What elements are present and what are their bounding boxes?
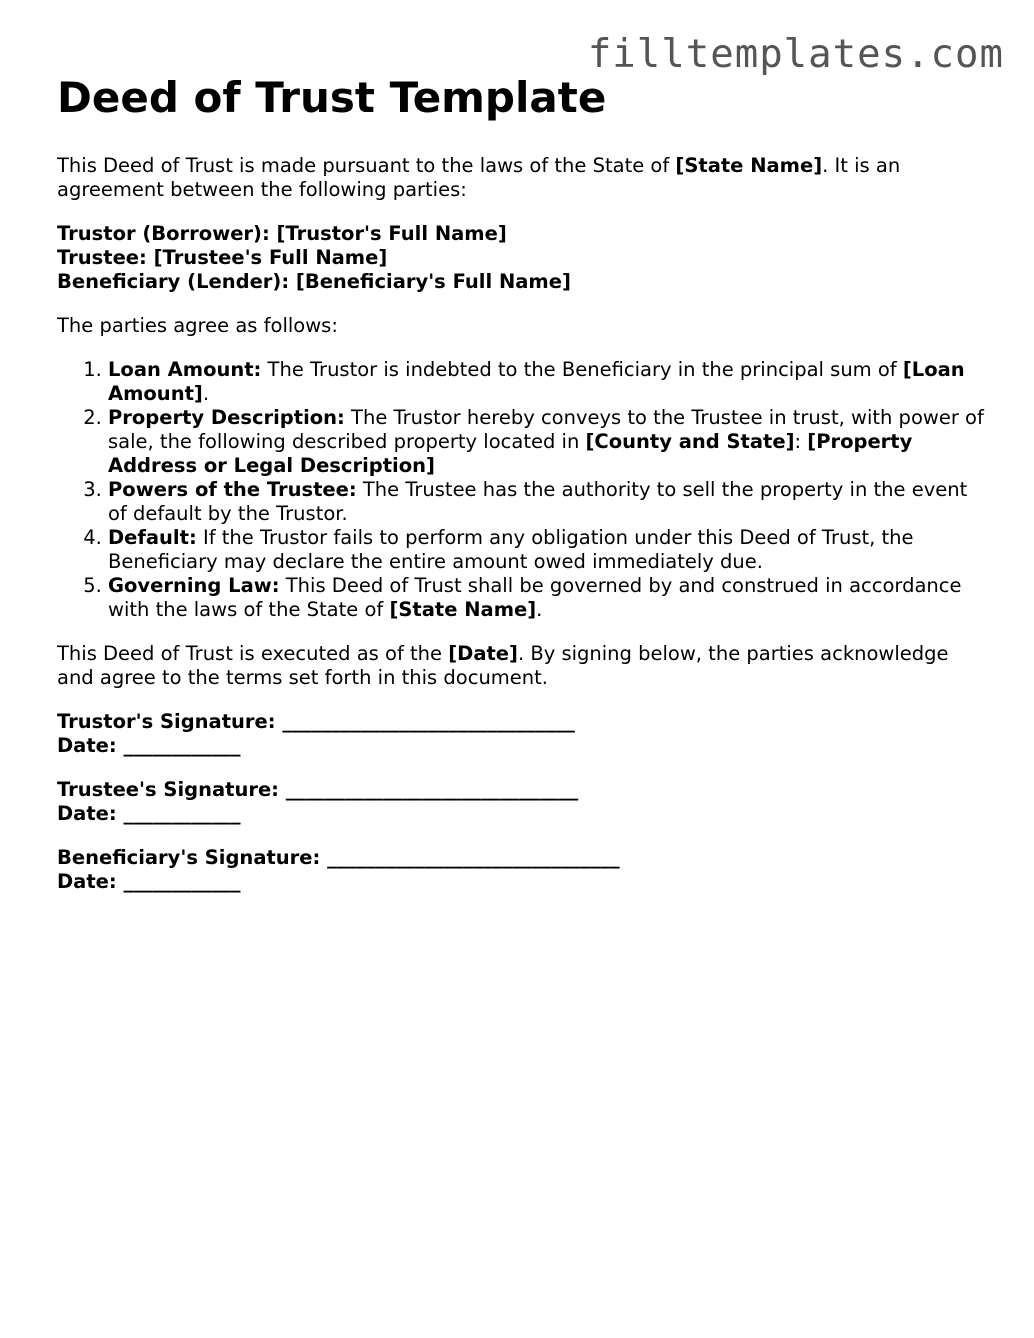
clause-powers-of-trustee [108, 478, 987, 526]
trustee-line: Trustee: [Trustee's Full Name] [57, 246, 388, 269]
clause-text: The Trustor hereby conveys to the Trustee in trust, with power of sale, the following described property located in [108, 406, 984, 453]
governing-state-placeholder: [State Name] [389, 598, 537, 621]
clause-heading: Governing Law: [108, 574, 280, 597]
intro-state-placeholder: [State Name] [675, 154, 823, 177]
trustor-line: Trustor (Borrower): [Trustor's Full Name] [57, 222, 507, 245]
execution-text: This Deed of Trust is executed as of the [57, 642, 449, 665]
trustor-date-line: Date: ____________ [57, 734, 241, 757]
beneficiary-date-line: Date: ____________ [57, 870, 241, 893]
execution-date-placeholder: [Date] [448, 642, 518, 665]
trustee-date-line: Date: ____________ [57, 802, 241, 825]
trustor-signature-block [57, 710, 987, 758]
loan-amount-placeholder: [Loan Amount] [108, 358, 965, 405]
trustee-signature-line: Trustee's Signature: ______________________________ [57, 778, 579, 801]
parties-block [57, 222, 987, 294]
beneficiary-signature-block [57, 846, 987, 894]
execution-text-end: . By signing below, the parties acknowledge and agree to the terms set forth in this document. [57, 642, 949, 689]
clause-text: The Trustor is indebted to the Beneficiary in the principal sum of [261, 358, 903, 381]
clause-heading: Loan Amount: [108, 358, 262, 381]
intro-text: This Deed of Trust is made pursuant to the laws of the State of [57, 154, 676, 177]
property-address-placeholder: [Property Address or Legal Description] [108, 430, 913, 477]
clause-governing-law [108, 574, 987, 622]
trustee-signature-block [57, 778, 987, 826]
intro-text-end: . It is an agreement between the following parties: [57, 154, 901, 201]
clause-text: If the Trustor fails to perform any obligation under this Deed of Trust, the Beneficiary may declare the entire amount owed immediately due. [108, 526, 914, 573]
clause-property-description [108, 406, 987, 478]
document-title: Deed of Trust Template [57, 73, 607, 122]
watermark: filltemplates.com [587, 32, 1004, 77]
beneficiary-signature-line: Beneficiary's Signature: ______________________________ [57, 846, 620, 869]
clause-heading: Powers of the Trustee: [108, 478, 357, 501]
clause-default [108, 526, 987, 574]
clause-text: The Trustee has the authority to sell the property in the event of default by the Trustor. [108, 478, 968, 525]
clause-heading: Default: [108, 526, 197, 549]
execution-paragraph [57, 642, 987, 690]
clause-loan-amount [108, 358, 987, 406]
trustor-signature-line: Trustor's Signature: ______________________________ [57, 710, 575, 733]
clause-text: This Deed of Trust shall be governed by and construed in accordance with the laws of the State of [108, 574, 962, 621]
document-page [57, 72, 987, 914]
clauses-list [57, 358, 987, 622]
beneficiary-line: Beneficiary (Lender): [Beneficiary's Full Name] [57, 270, 571, 293]
clause-heading: Property Description: [108, 406, 345, 429]
intro-paragraph [57, 154, 987, 202]
clause-text: . [536, 598, 543, 621]
county-state-placeholder: [County and State] [585, 430, 795, 453]
clause-text: . [202, 382, 210, 405]
agree-text: The parties agree as follows: [57, 314, 338, 337]
clause-text: : [794, 430, 808, 453]
